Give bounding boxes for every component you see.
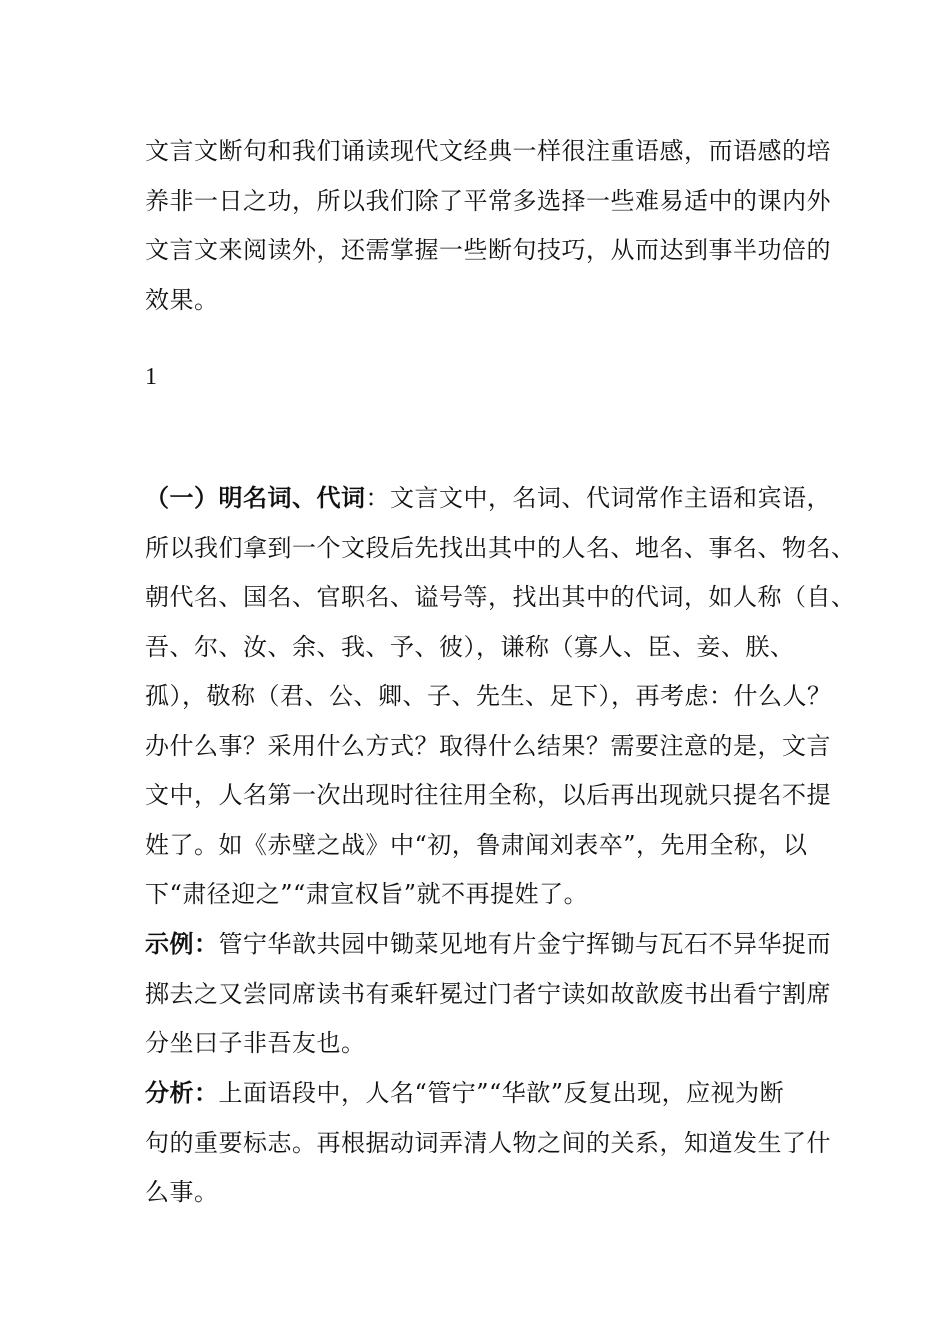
- section-line: 姓了。如《赤壁之战》中“初，鲁肃闻刘表卒”，先用全称，以: [145, 830, 808, 859]
- section-heading: （一）明名词、代词: [145, 483, 366, 512]
- example-line: 分坐曰子非吾友也。: [145, 1029, 366, 1057]
- intro-line: 效果。: [145, 285, 219, 314]
- example-first-line: [145, 919, 831, 970]
- page-number: 1: [145, 364, 157, 390]
- section-line: 孤），敬称（君、公、卿、子、先生、足下），再考虑：什么人？: [145, 682, 832, 710]
- section-first-line: [145, 473, 831, 524]
- intro-paragraph: [145, 127, 831, 325]
- section-line: 下“肃径迎之”“肃宣权旨”就不再提姓了。: [145, 880, 589, 908]
- analysis-first-line-text: 上面语段中，人名“管宁”“华歆”反复出现，应视为断: [218, 1079, 785, 1107]
- section-line: 办什么事？采用什么方式？取得什么结果？需要注意的是，文言: [145, 731, 831, 760]
- analysis-label: 分析：: [145, 1078, 219, 1107]
- example-paragraph: [145, 919, 831, 1069]
- intro-line: 养非一日之功，所以我们除了平常多选择一些难易适中的课内外: [145, 186, 831, 215]
- section-line: 文中，人名第一次出现时往往用全称，以后再出现就只提名不提: [145, 781, 831, 809]
- section-line: 吾、尔、汝、余、我、予、彼），谦称（寡人、臣、妾、朕、: [145, 632, 795, 661]
- section-line: 所以我们拿到一个文段后先找出其中的人名、地名、事名、物名、: [145, 533, 856, 562]
- section-first-line-text: ：文言文中，名词、代词常作主语和宾语，: [365, 484, 831, 512]
- intro-line: 文言文断句和我们诵读现代文经典一样很注重语感，而语感的培: [145, 137, 831, 165]
- example-first-line-text: 管宁华歆共园中锄菜见地有片金宁挥锄与瓦石不异华捉而: [218, 930, 831, 958]
- analysis-first-line: [145, 1068, 810, 1119]
- example-label: 示例：: [145, 929, 219, 958]
- section-paragraph: [145, 473, 856, 920]
- analysis-line: 句的重要标志。再根据动词弄清人物之间的关系，知道发生了什: [145, 1128, 831, 1157]
- section-line: 朝代名、国名、官职名、谥号等，找出其中的代词，如人称（自、: [145, 583, 856, 611]
- analysis-line: 么事。: [145, 1178, 219, 1206]
- example-line: 掷去之又尝同席读书有乘轩冕过门者宁读如故歆废书出看宁割席: [145, 979, 831, 1008]
- intro-line: 文言文来阅读外，还需掌握一些断句技巧，从而达到事半功倍的: [145, 236, 831, 264]
- analysis-paragraph: [145, 1068, 831, 1218]
